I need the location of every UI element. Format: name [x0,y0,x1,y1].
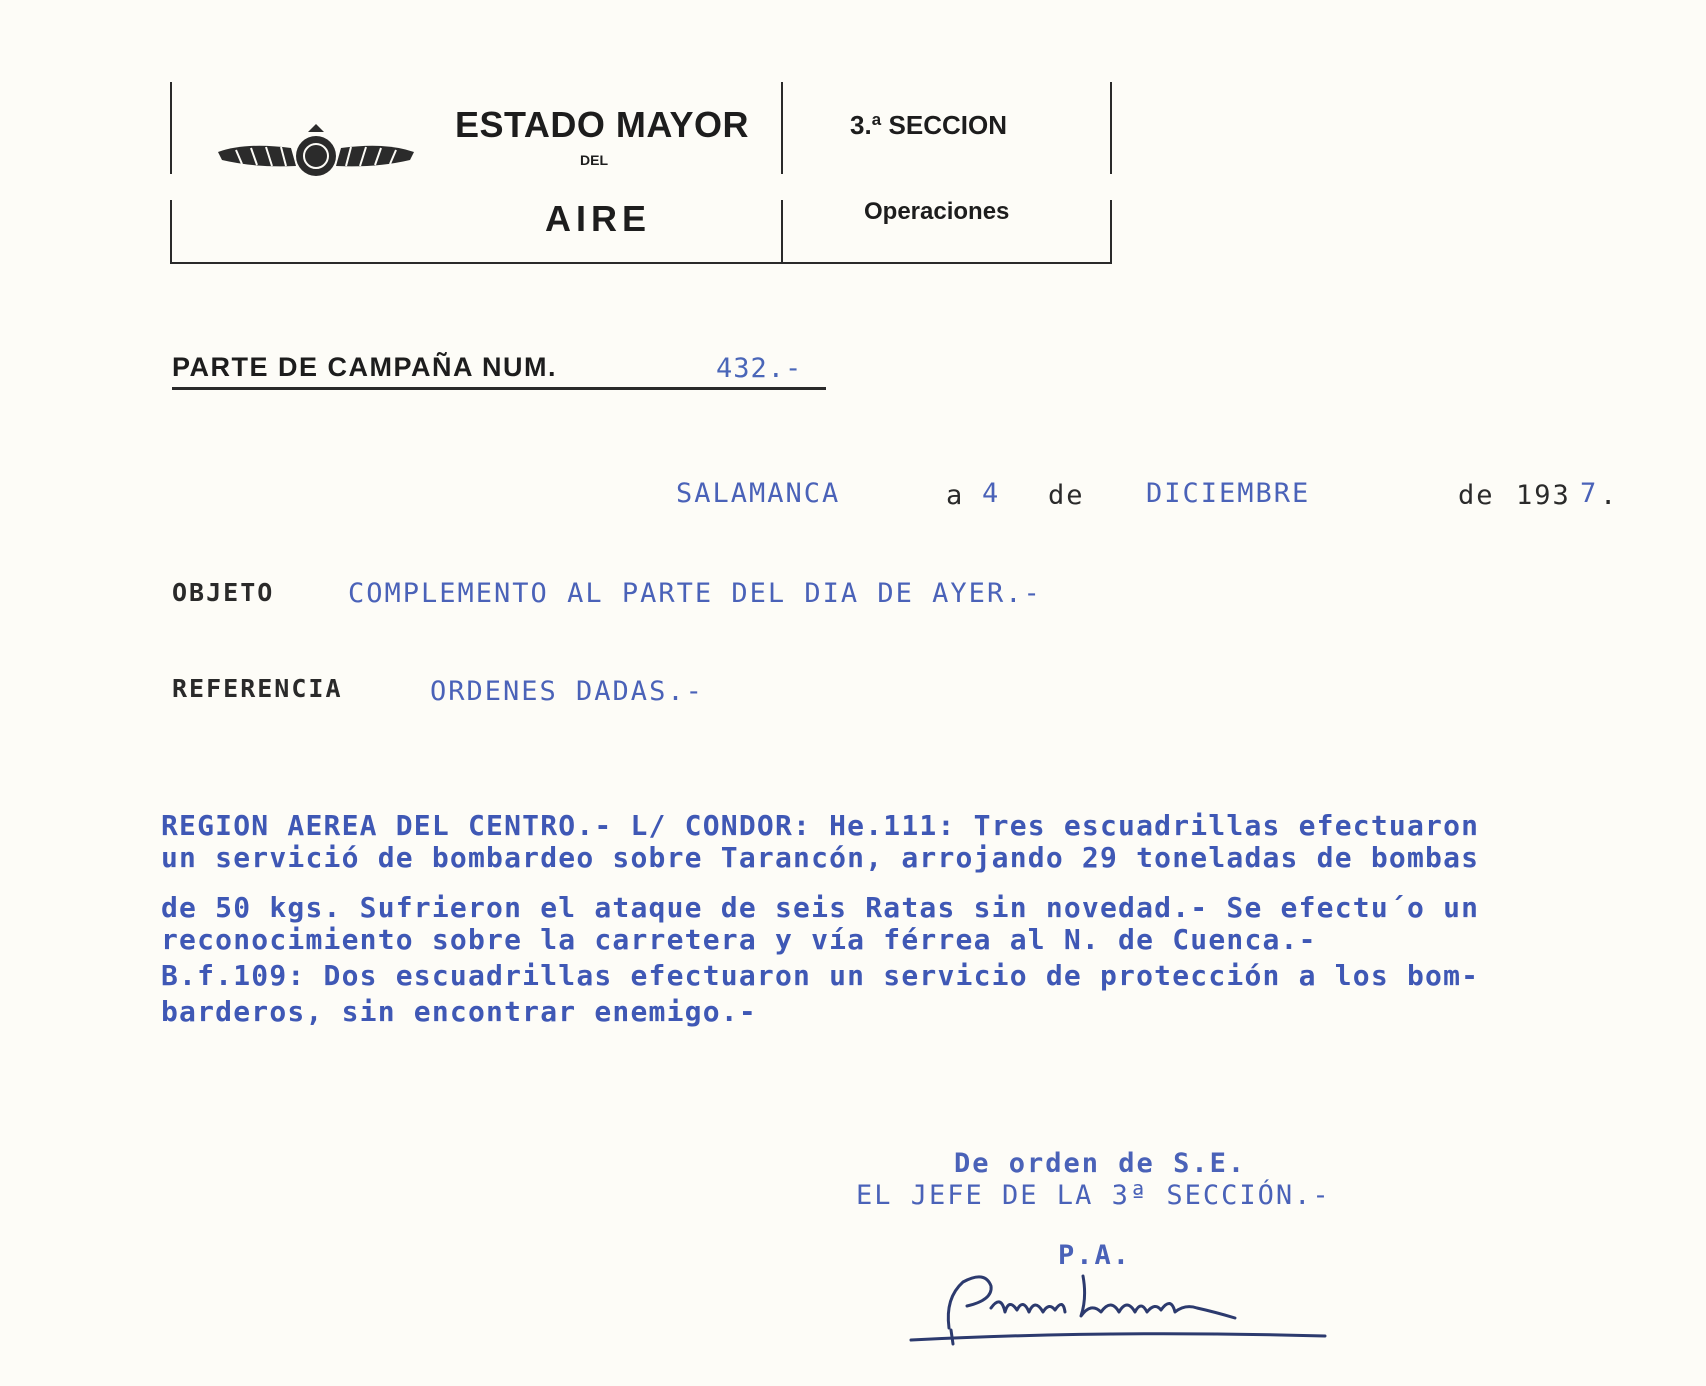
dateline-period: . [1600,480,1619,511]
referencia-label: REFERENCIA [172,674,343,703]
parte-number: 432.- [716,353,803,384]
letterhead-divider [781,82,783,174]
letterhead-border-right [1110,82,1112,174]
report-body-line: reconocimiento sobre la carretera y vía férrea al N. de Cuenca.- [161,923,1317,956]
letterhead-aire: AIRE [545,198,652,239]
parte-underline [172,387,826,390]
letterhead-del: DEL [580,152,608,168]
report-body-line: un servició de bombardeo sobre Tarancón, arrojando 29 toneladas de bombas [161,841,1480,874]
dateline-a: a [946,480,965,511]
handwritten-signature [905,1268,1375,1348]
closing-pa: P.A. [1058,1240,1132,1271]
letterhead-border-right-lower [1110,200,1112,264]
report-body-line: B.f.109: Dos escuadrillas efectuaron un servicio de protección a los bom- [161,959,1480,992]
letterhead-title: ESTADO MAYOR [455,104,750,145]
air-force-wings-emblem-icon [216,122,416,186]
report-body-line: de 50 kgs. Sufrieron el ataque de seis Ratas sin novedad.- Se efectu´o un [161,891,1480,924]
letterhead-border-bottom [170,262,1112,264]
parte-label: PARTE DE CAMPAÑA NUM. [172,352,557,382]
dateline-city: SALAMANCA [676,478,841,509]
letterhead-divider-lower [781,200,783,264]
objeto-value: COMPLEMENTO AL PARTE DEL DIA DE AYER.- [348,578,1042,609]
dateline-day: 4 [982,478,1001,509]
referencia-value: ORDENES DADAS.- [430,676,704,707]
report-body [161,810,1661,1028]
letterhead [170,82,1112,264]
letterhead-border-left [170,82,172,174]
dateline-de-year: de [1458,480,1495,511]
letterhead-department: Operaciones [864,198,1010,225]
letterhead-border-left-lower [170,200,172,264]
dateline-de: de [1048,480,1085,511]
dateline-year-digit: 7 [1580,478,1599,509]
objeto-label: OBJETO [172,578,275,607]
report-body-line: REGION AEREA DEL CENTRO.- L/ CONDOR: He.111: Tres escuadrillas efectuaron [161,809,1480,842]
dateline-year-prefix: 193 [1516,480,1571,511]
closing-line-1: De orden de S.E. [954,1148,1247,1179]
closing-line-2: EL JEFE DE LA 3ª SECCIÓN.- [856,1180,1331,1211]
report-body-line: barderos, sin encontrar enemigo.- [161,995,757,1028]
dateline-month: DICIEMBRE [1146,478,1311,509]
letterhead-section: 3.ª SECCION [850,110,1007,140]
